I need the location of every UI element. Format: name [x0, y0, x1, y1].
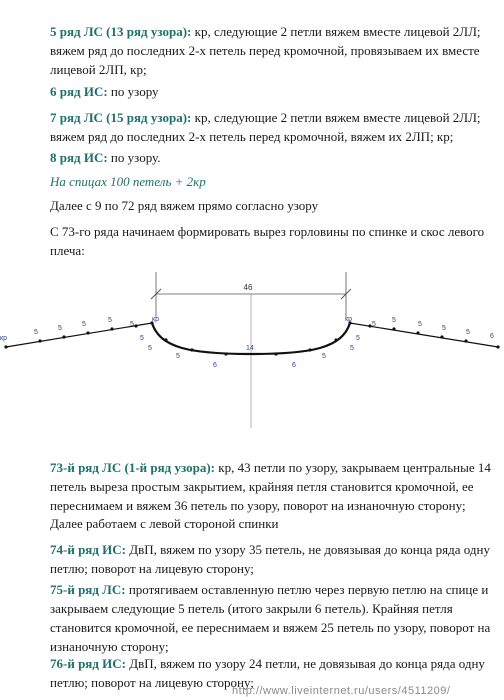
row-label: 75-й ряд ЛС:: [50, 582, 126, 597]
step-label: 5: [108, 317, 112, 324]
step-label: 5: [442, 325, 446, 332]
step-label: 5: [148, 345, 152, 352]
paragraph-row-74: [50, 540, 495, 578]
kr-label-left: кр: [0, 335, 7, 342]
row-text: протягиваем оставленную петлю через первую петлю на спице и закрываем следующие 5 петель (итого закрыли 6 петель). Крайняя петля становится кромочной, ее переснимаем и вяжем 25 петель по узору, поворот на изнаночную сторону;: [50, 582, 491, 654]
step-label: 5: [372, 321, 376, 328]
paragraph-neckline-intro: [50, 222, 495, 260]
row-text: кр, следующие 2 петли вяжем вместе лицевой 2ЛЛ; вяжем ряд до последних 2-х петель перед кромочной, вяжем их 2ЛП; кр;: [50, 110, 481, 144]
paragraph-row-7: [50, 108, 495, 146]
step-label: 5: [322, 353, 326, 360]
row-label: 7 ряд ЛС (15 ряд узора):: [50, 110, 192, 125]
stitch-count-text: На спицах 100 петель + 2кр: [50, 174, 206, 189]
row-text: Далее с 9 по 72 ряд вяжем прямо согласно узору: [50, 198, 319, 213]
row-label: 73-й ряд ЛС (1-й ряд узора):: [50, 460, 216, 475]
paragraph-row-73: [50, 458, 495, 515]
paragraph-left-side: [50, 514, 495, 533]
step-label: 5: [466, 329, 470, 336]
row-label: 76-й ряд ИС:: [50, 656, 126, 671]
last-label: 6: [213, 362, 217, 369]
neckline-diagram: [0, 268, 504, 433]
step-label: 5: [34, 329, 38, 336]
paragraph-row-75: [50, 580, 495, 656]
row-label: 5 ряд ЛС (13 ряд узора):: [50, 24, 192, 39]
row-text: по узору: [107, 84, 159, 99]
last-label: 6: [292, 362, 296, 369]
watermark-url: http://www.liveinternet.ru/users/4511209/: [232, 685, 451, 697]
row-label: 8 ряд ИС:: [50, 150, 108, 165]
step-label: 5: [130, 321, 134, 328]
width-label: 46: [243, 283, 253, 292]
step-label: 5: [356, 335, 360, 342]
step-label: 5: [140, 335, 144, 342]
last-label: 6: [490, 333, 494, 340]
step-label: 5: [350, 345, 354, 352]
row-text: ДвП, вяжем по узору 24 петли, не довязывая до конца ряда одну петлю; поворот на лицевую сторону;: [50, 656, 485, 690]
step-label: 5: [418, 321, 422, 328]
kr-label-neck-right: кр: [345, 316, 352, 323]
row-text: кр, следующие 2 петли вяжем вместе лицевой 2ЛЛ; вяжем ряд до последних 2-х петель перед кромочной, провязываем их вместе лицевой 2ЛП, кр;: [50, 24, 481, 77]
paragraph-row-8: [50, 148, 495, 167]
row-label: 6 ряд ИС:: [50, 84, 108, 99]
stitch-count-note: [50, 172, 495, 191]
neck-label: 14: [246, 345, 254, 352]
paragraph-row-5: [50, 22, 495, 79]
step-label: 5: [392, 317, 396, 324]
step-label: 5: [58, 325, 62, 332]
row-text: ДвП, вяжем по узору 35 петель, не довязывая до конца ряда одну петлю; поворот на лицевую сторону;: [50, 542, 490, 576]
row-text: С 73-го ряда начинаем формировать вырез горловины по спинке и скос левого плеча:: [50, 224, 485, 258]
row-text: по узору.: [107, 150, 161, 165]
row-label: 74-й ряд ИС:: [50, 542, 126, 557]
step-label: 5: [176, 353, 180, 360]
row-text: Далее работаем с левой стороной спинки: [50, 516, 279, 531]
step-label: 5: [82, 321, 86, 328]
row-text: кр, 43 петли по узору, закрываем центральные 14 петель выреза простым закрытием, крайняя петля становится кромочной, ее переснимаем и вяжем 36 петель по узору, поворот на изнаночную сторону;: [50, 460, 491, 513]
kr-label-neck-left: кр: [152, 316, 159, 323]
paragraph-straight-rows: [50, 196, 495, 215]
paragraph-row-6: [50, 82, 495, 101]
